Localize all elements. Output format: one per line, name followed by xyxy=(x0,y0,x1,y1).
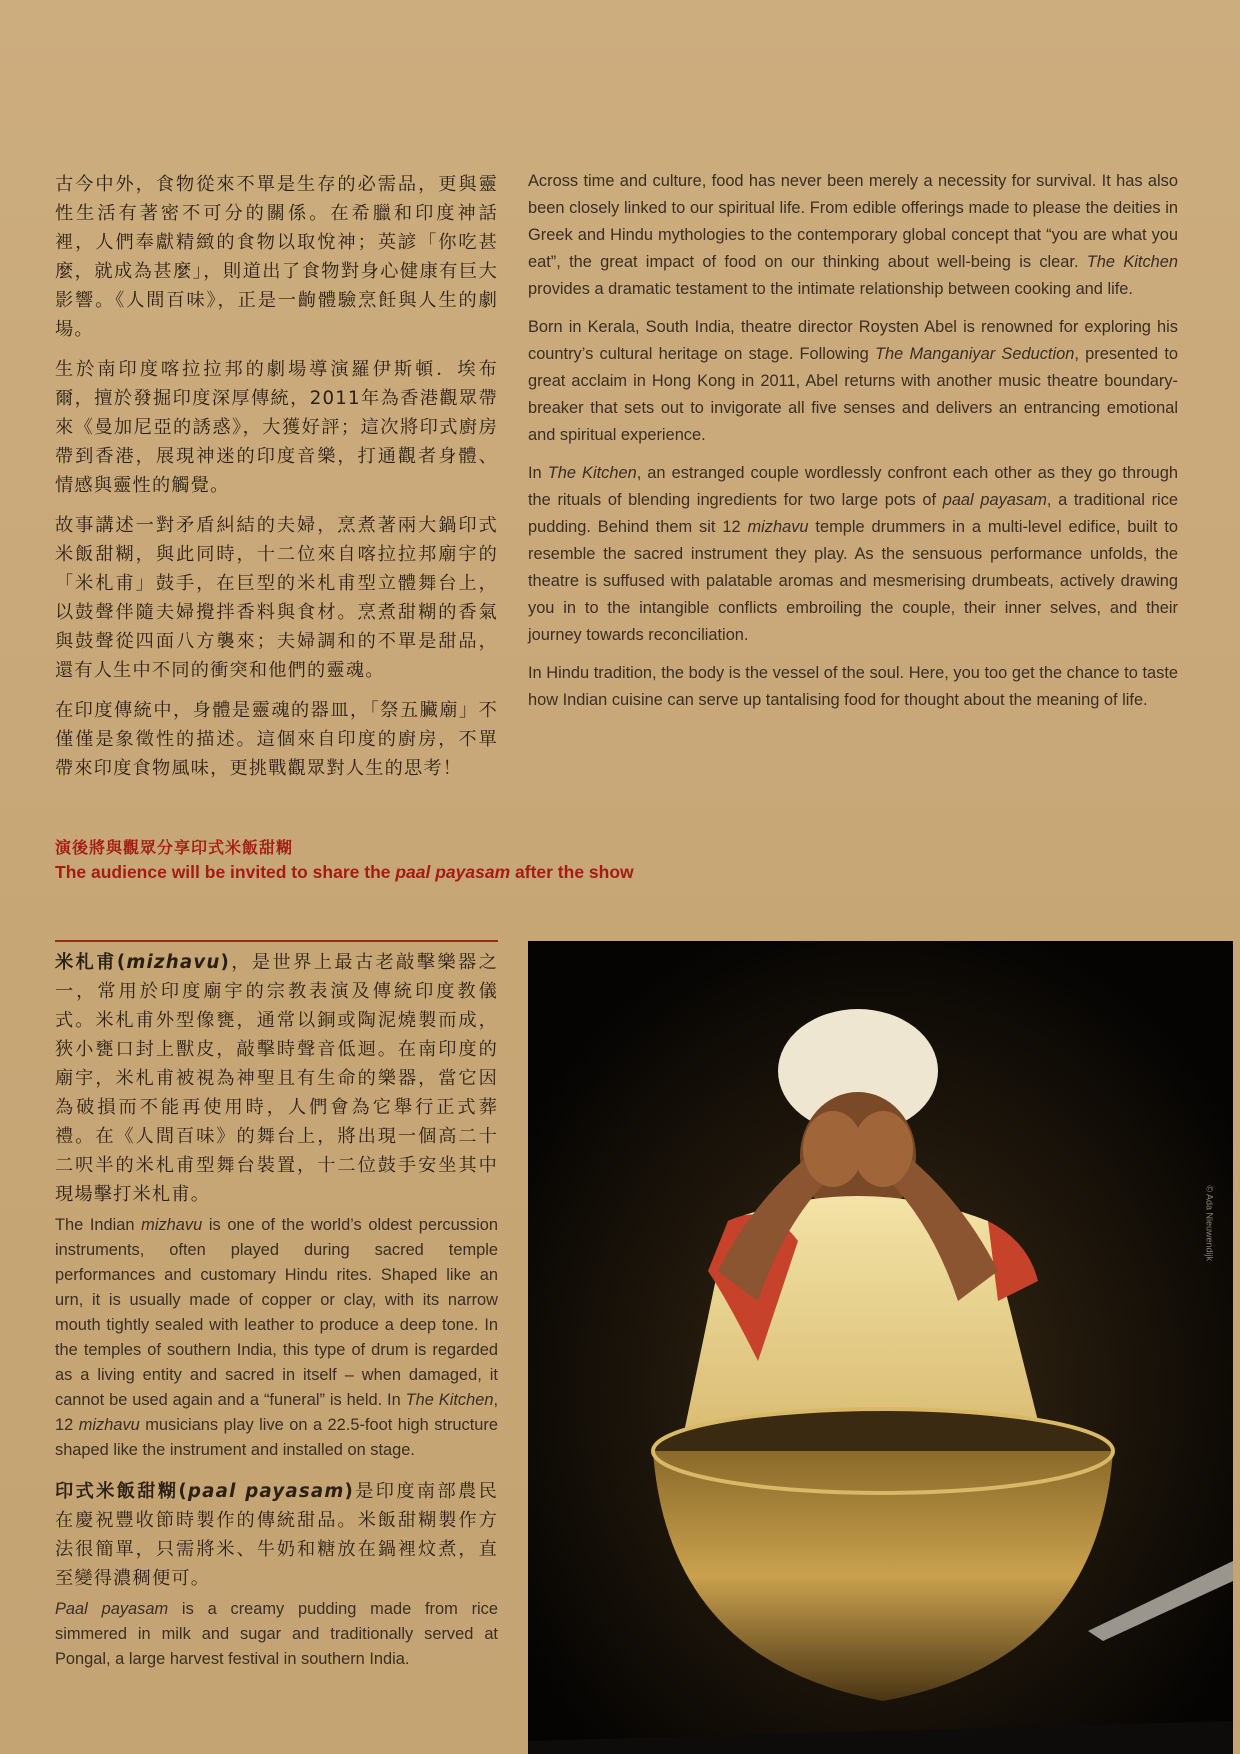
intro-zh-paragraph-3: 故事講述一對矛盾糾結的夫婦，烹煮著兩大鍋印式米飯甜糊，與此同時，十二位來自喀拉拉邦廟宇的「米札甫」鼓手，在巨型的米札甫型立體舞台上，以鼓聲伴隨夫婦攪拌香料與食材。烹煮甜糊的香氣與鼓聲從四面八方襲來；夫婦調和的不單是甜品，還有人生中不同的衝突和他們的靈魂。 xyxy=(55,515,498,681)
payasam-zh: 印式米飯甜糊(paal payasam)是印度南部農民在慶祝豐收節時製作的傳統甜品。米飯甜糊製作方法很簡單，只需將米、牛奶和糖放在鍋裡炆煮，直至變得濃稠便可。 xyxy=(55,1481,498,1589)
intro-zh-paragraph-2: 生於南印度喀拉拉邦的劇場導演羅伊斯頓．埃布爾，擅於發掘印度深厚傳統，2011年為香港觀眾帶來《曼加尼亞的誘惑》，大獲好評；這次將印式廚房帶到香港，展現神迷的印度音樂，打通觀者身體、情感與靈性的觸覺。 xyxy=(55,359,498,496)
audience-notice xyxy=(55,836,634,884)
intro-en-column xyxy=(528,168,1178,725)
intro-zh-column xyxy=(55,170,498,794)
payasam-en: Paal payasam is a creamy pudding made from rice simmered in milk and sugar and traditionally served at Pongal, a large harvest festival in southern India. xyxy=(55,1600,498,1668)
intro-zh-paragraph-4: 在印度傳統中，身體是靈魂的器皿，「祭五臟廟」不僅僅是象徵性的描述。這個來自印度的廚房，不單帶來印度食物風味，更挑戰觀眾對人生的思考！ xyxy=(55,700,498,779)
intro-en-paragraph-1: Across time and culture, food has never been merely a necessity for survival. It has also been closely linked to our spiritual life. From edible offerings made to please the deities in Greek and Hindu mythologies to the contemporary global concept that “you are what you eat”, the great impact of food on our thinking about well-being is clear. The Kitchen provides a dramatic testament to the intimate relationship between cooking and life. xyxy=(528,172,1178,298)
intro-en-paragraph-4: In Hindu tradition, the body is the vessel of the soul. Here, you too get the chance to taste how Indian cuisine can serve up tantalising food for thought about the meaning of life. xyxy=(528,664,1178,709)
notice-en: The audience will be invited to share the paal payasam after the show xyxy=(55,862,634,882)
performer-illustration xyxy=(528,941,1233,1754)
intro-zh-paragraph-1: 古今中外，食物從來不單是生存的必需品，更與靈性生活有著密不可分的關係。在希臘和印度神話裡，人們奉獻精緻的食物以取悅神；英諺「你吃甚麼，就成為甚麼」，則道出了食物對身心健康有巨大影響。《人間百味》，正是一齣體驗烹飪與人生的劇場。 xyxy=(55,174,498,340)
photo-credit: © Ada Nieuwendijk xyxy=(1205,1185,1215,1261)
performance-photo xyxy=(528,941,1233,1754)
section-divider xyxy=(55,940,498,942)
intro-en-paragraph-2: Born in Kerala, South India, theatre director Roysten Abel is renowned for exploring his country’s cultural heritage on stage. Following The Manganiyar Seduction, presented to great acclaim in Hong Kong in 2011, Abel returns with another music theatre boundary-breaker that sets out to invigorate all five senses and delivers an entrancing emotional and spiritual experience. xyxy=(528,318,1178,444)
intro-en-paragraph-3: In The Kitchen, an estranged couple wordlessly confront each other as they go through the rituals of blending ingredients for two large pots of paal payasam, a traditional rice pudding. Behind them sit 12 mizhavu temple drummers in a multi-level edifice, built to resemble the sacred instrument they play. As the sensuous performance unfolds, the theatre is suffused with palatable aromas and mesmerising drumbeats, actively drawing you in to the intangible conflicts embroiling the couple, their inner selves, and their journey towards reconciliation. xyxy=(528,464,1179,644)
mizhavu-en: The Indian mizhavu is one of the world’s oldest percussion instruments, often played during sacred temple performances and customary Hindu rites. Shaped like an urn, it is usually made of copper or clay, with its narrow mouth tightly sealed with leather to produce a deep tone. In the temples of southern India, this type of drum is regarded as a living entity and sacred in itself – when damaged, it cannot be used again and a “funeral” is held. In The Kitchen, 12 mizhavu musicians play live on a 22.5-foot high structure shaped like the instrument and installed on stage. xyxy=(55,1216,498,1459)
notice-zh: 演後將與觀眾分享印式米飯甜糊 xyxy=(55,838,294,857)
mizhavu-zh: 米札甫(mizhavu)，是世界上最古老敲擊樂器之一，常用於印度廟宇的宗教表演及傳統印度教儀式。米札甫外型像甕，通常以銅或陶泥燒製而成，狹小甕口封上獸皮，敲擊時聲音低迴。在南印度的廟宇，米札甫被視為神聖且有生命的樂器，當它因為破損而不能再使用時，人們會為它舉行正式葬禮。在《人間百味》的舞台上，將出現一個高二十二呎半的米札甫型舞台裝置，十二位鼓手安坐其中現場擊打米札甫。 xyxy=(55,952,498,1205)
glossary-column xyxy=(55,948,498,1683)
